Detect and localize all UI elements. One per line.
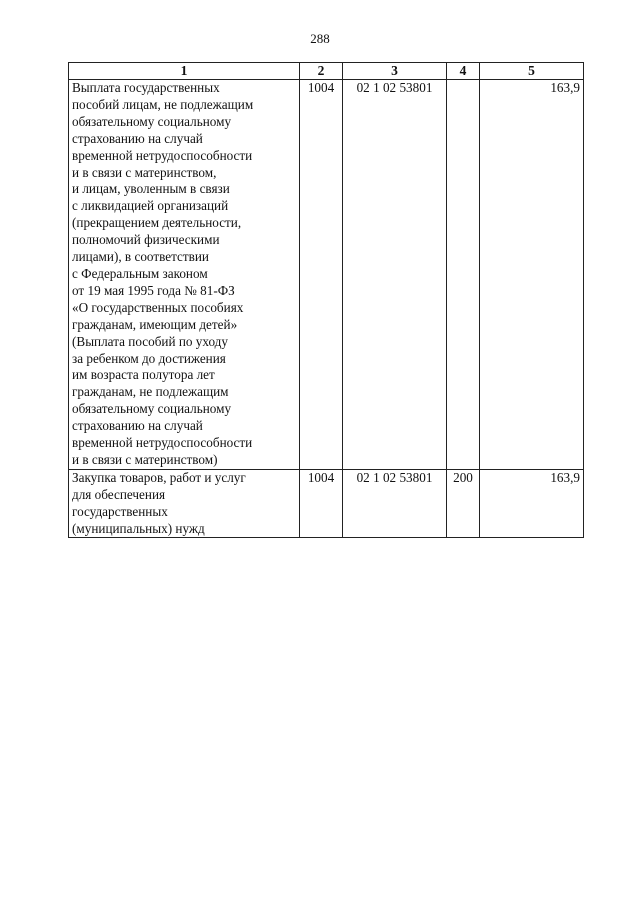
- column-header-2: 2: [300, 63, 343, 80]
- row-section-code: 1004: [300, 469, 343, 538]
- row-target-code: 02 1 02 53801: [343, 469, 447, 538]
- row-name: Выплата государственных пособий лицам, не подлежащим обязательному социальному страхованию на случай временной нетрудоспособности и в связи с материнством, и лицам, уволенным в связи с ликвидацией организаций (прекращением деятельности, полномочий физическими лицами), в соответствии с Федеральным законом от 19 мая 1995 года № 81-ФЗ «О государственных пособиях гражданам, имеющим детей» (Выплата пособий по уходу за ребенком до достижения им возраста полутора лет гражданам, не подлежащим обязательному социальному страхованию на случай временной нетрудоспособности и в связи с материнством): [69, 80, 300, 470]
- table-header-row: [69, 63, 584, 80]
- row-expense-type: [447, 80, 480, 470]
- column-header-4: 4: [447, 63, 480, 80]
- row-expense-type: 200: [447, 469, 480, 538]
- column-header-1: 1: [69, 63, 300, 80]
- row-name: Закупка товаров, работ и услуг для обеспечения государственных (муниципальных) нужд: [69, 469, 300, 538]
- table-row: [69, 80, 584, 470]
- row-section-code: 1004: [300, 80, 343, 470]
- column-header-3: 3: [343, 63, 447, 80]
- table-row: [69, 469, 584, 538]
- budget-table: [68, 62, 584, 538]
- row-target-code: 02 1 02 53801: [343, 80, 447, 470]
- page-number: 288: [310, 31, 330, 46]
- row-amount: 163,9: [480, 80, 584, 470]
- row-amount: 163,9: [480, 469, 584, 538]
- column-header-5: 5: [480, 63, 584, 80]
